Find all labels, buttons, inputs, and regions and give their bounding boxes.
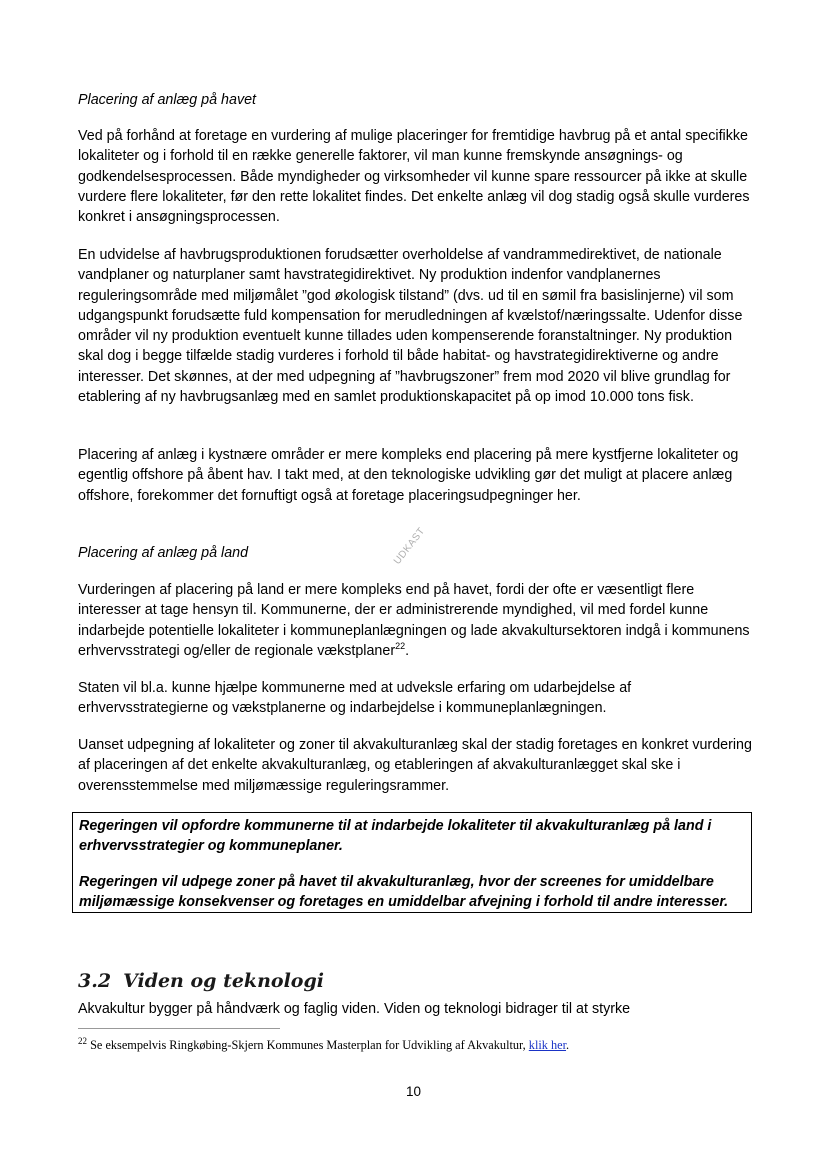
section-number: 3.2 — [78, 970, 112, 992]
footnote-text: Se eksempelvis Ringkøbing-Skjern Kommunes Masterplan for Udvikling af Akvakultur, — [90, 1038, 529, 1052]
footnote-separator — [78, 1028, 280, 1029]
paragraph-text: Vurderingen af placering på land er mere kompleks end på havet, fordi der ofte er væsentligt flere interesser at tage hensyn til. Kommunerne, der er administrerende myndighed, vil med fordel kunne indarbejde potentielle lokaliteter i kommuneplanlægningen og lade akvakultursektoren indgå i kommunens erhvervsstrategi og/eller de regionale vækstplaner — [78, 582, 750, 659]
paragraph: En udvidelse af havbrugsproduktionen forudsætter overholdelse af vandrammedirektivet, de nationale vandplaner og naturplaner samt havstrategidirektivet. Ny produktion indenfor vandplanernes reguleringsområde med miljømålet ”god økologisk tilstand” (dvs. ud til en sømil fra basislinjerne) vil som udgangspunkt forudsætte fuld kompensation for merudledningen af kvælstof/næringssalte. Udenfor disse områder vil ny produktion eventuelt kunne tillades uden kompenserende foranstaltninger. Ny produktion skal dog i begge tilfælde stadig vurderes i forhold til både habitat- og havstrategidirektiverne og andre interesser. Det skønnes, at der med udpegning af ”havbrugszoner” frem mod 2020 vil blive grundlag for etablering af ny havbrugsanlæg med en samlet produktionskapacitet på op imod 10.000 tons fisk. — [78, 247, 743, 406]
initiative-text: Regeringen vil opfordre kommunerne til at indarbejde lokaliteter til akvakulturanlæg på land i erhvervsstrategier og kommuneplaner. — [79, 818, 712, 855]
paragraph: Vurderingen af placering på land er mere kompleks end på havet, fordi der ofte er væsentligt flere interesser at tage hensyn til. Kommunerne, der er administrerende myndighed, vil med fordel kunne indarbejde potentielle lokaliteter i kommuneplanlægningen og lade akvakultursektoren indgå i kommunens erhvervsstrategi og/eller de regionale vækstplaner$^{22}$. — [78, 582, 750, 659]
page-number: 10 — [405, 1084, 422, 1099]
footnote-number: 22 — [78, 1035, 87, 1046]
paragraph: Uanset udpegning af lokaliteter og zoner til akvakulturanlæg skal der stadig foretages en konkret vurdering af placeringen af det enkelte akvakulturanlæg, og etableringen af akvakulturanlægget skal ske i overensstemmelse med miljømæssige reguleringsrammer. — [78, 737, 752, 794]
footnote — [78, 1037, 569, 1053]
paragraph: Staten vil bl.a. kunne hjælpe kommunerne med at udveksle erfaring om udarbejdelse af erhvervsstrategierne og vækstplanerne og indarbejdelse i kommuneplanlægningen. — [78, 680, 632, 717]
subheading-land: Placering af anlæg på land — [78, 545, 249, 561]
section-intro: Akvakultur bygger på håndværk og faglig viden. Viden og teknologi bidrager til at styrke — [78, 1001, 631, 1017]
section-title — [78, 968, 324, 994]
paragraph: Ved på forhånd at foretage en vurdering af mulige placeringer for fremtidige havbrug på et antal specifikke lokaliteter og i forhold til en række generelle faktorer, vil man kunne fremskynde ansøgnings- og godkendelsesprocessen. Både myndigheder og virksomheder vil kunne spare ressourcer på ikke at skulle vurdere flere lokaliteter, før den rette lokalitet findes. Det enkelte anlæg vil dog stadig også skulle vurderes konkret i ansøgningsprocessen. — [78, 128, 750, 226]
footnote-reference[interactable]: 22 — [395, 641, 406, 652]
initiative-text: Regeringen vil udpege zoner på havet til akvakulturanlæg, hvor der screenes for umiddelbare miljømæssige konsekvenser og foretages en umiddelbar afvejning i forhold til andre interesser. — [79, 873, 729, 910]
footnote-end: . — [566, 1038, 570, 1052]
paragraph: Placering af anlæg i kystnære områder er mere kompleks end placering på mere kystfjerne lokaliteter og egentlig offshore på åbent hav. I takt med, at den teknologiske udvikling gør det muligt at placere anlæg offshore, forekommer det fornuftigt også at foretage placeringsudpegninger her. — [78, 447, 739, 504]
subheading-sea: Placering af anlæg på havet — [78, 92, 257, 108]
footnote-link[interactable]: klik her — [528, 1038, 567, 1052]
government-initiatives-box — [72, 812, 752, 913]
draft-watermark: UDKAST — [392, 525, 428, 567]
section-title-text: Viden og teknologi — [123, 970, 324, 992]
